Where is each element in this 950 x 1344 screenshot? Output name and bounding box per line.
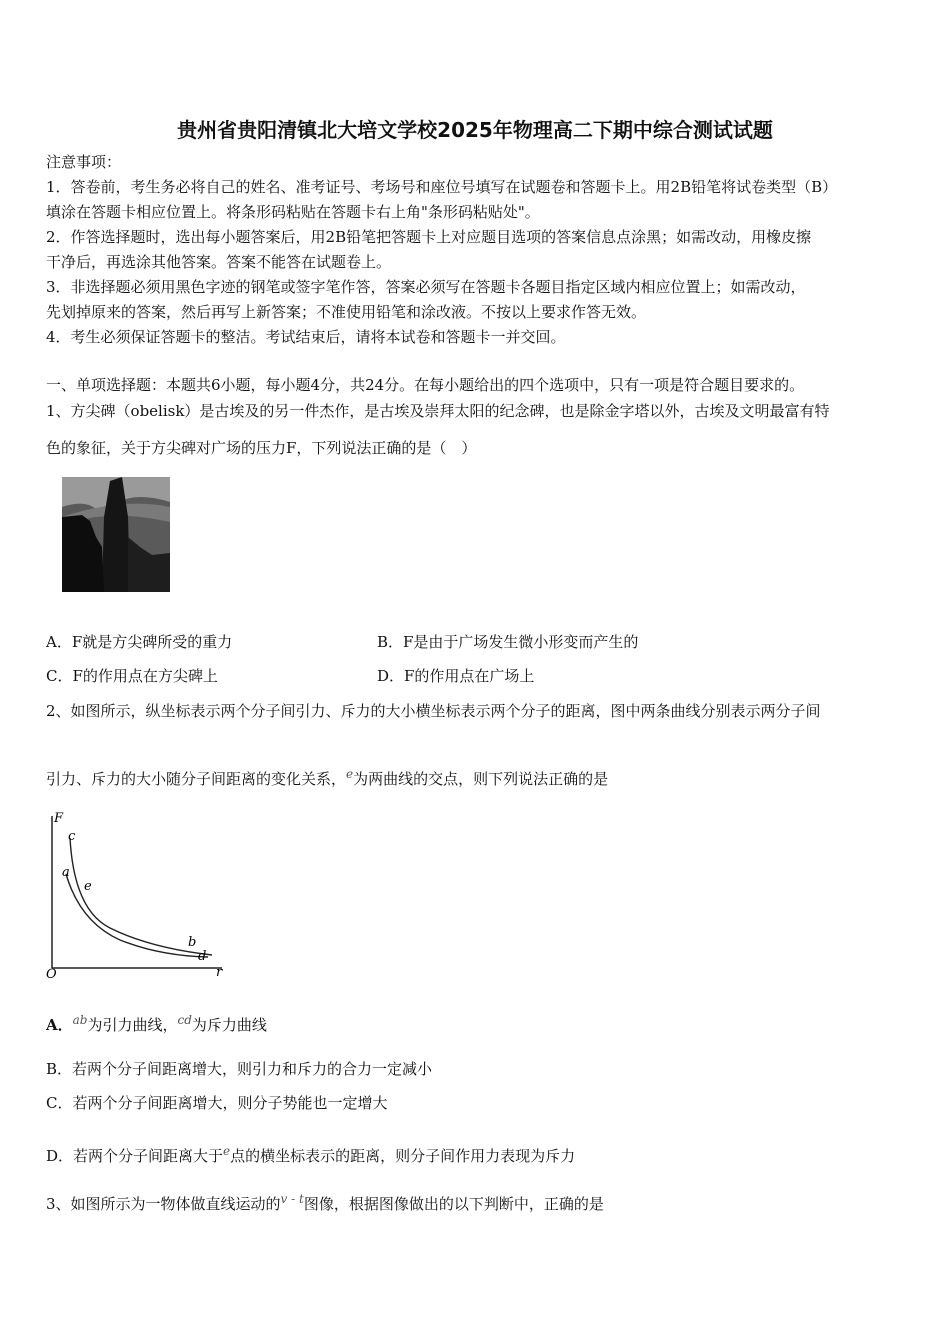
notice-line: 填涂在答题卡相应位置上。将条形码粘贴在答题卡右上角"条形码粘贴处"。 [46,203,540,221]
question-2-line-1: 2、如图所示，纵坐标表示两个分子间引力、斥力的大小横坐标表示两个分子的距离，图中两条曲线分别表示两分子间 [46,702,821,720]
curve-label-a: a [62,865,70,880]
notice-line: 4．考生必须保证答题卡的整洁。考试结束后，请将本试卷和答题卡一并交回。 [46,328,566,346]
origin-label: O [46,967,57,980]
notice-line: 1．答卷前，考生务必将自己的姓名、准考证号、考场号和座位号填写在试题卷和答题卡上。用2B铅笔将试卷类型（B） [46,178,838,196]
question-1-line-1: 1、方尖碑（obelisk）是古埃及的另一件杰作，是古埃及崇拜太阳的纪念碑，也是除金字塔以外，古埃及文明最富有特 [46,402,830,420]
axis-label-f: F [54,811,64,826]
notice-line: 3．非选择题必须用黑色字迹的钢笔或签字笔作答，答案必须写在答题卡各题目指定区域内相应位置上；如需改动， [46,278,806,296]
intersection-label-e: e [84,879,92,894]
section-heading: 一、单项选择题：本题共6小题，每小题4分，共24分。在每小题给出的四个选项中，只有一项是符合题目要求的。 [46,376,805,394]
question-1-line-2: 色的象征，关于方尖碑对广场的压力F，下列说法正确的是（ ） [46,439,477,457]
curve-label-b: b [188,935,197,950]
question-2-option-c: C．若两个分子间距离增大，则分子势能也一定增大 [46,1094,388,1112]
question-1-option-b: B．F是由于广场发生微小形变而产生的 [377,633,639,651]
notice-line: 先划掉原来的答案，然后再写上新答案；不准使用铅笔和涂改液。不按以上要求作答无效。 [46,303,647,321]
notice-line: 干净后，再选涂其他答案。答案不能答在试题卷上。 [46,253,392,271]
notice-line: 2．作答选择题时，选出每小题答案后，用2B铅笔把答题卡上对应题目选项的答案信息点涂黑；如需改动，用橡皮擦 [46,228,812,246]
axis-label-r: r [216,965,223,980]
question-1-option-a: A．F就是方尖碑所受的重力 [46,633,233,651]
question-2-line-2: 引力、斥力的大小随分子间距离的变化关系，$^e$为两曲线的交点，则下列说法正确的是 [46,767,609,788]
question-2-option-d: D．若两个分子间距离大于$^e$点的横坐标表示的距离，则分子间作用力表现为斥力 [46,1144,576,1165]
curve-label-d: d [198,949,207,964]
obelisk-photo [62,477,170,592]
page-title: 贵州省贵阳清镇北大培文学校2025年物理高二下期中综合测试试题 [177,118,773,142]
question-2-option-a: A．$^{ab}$为引力曲线，$^{cd}$为斥力曲线 [46,1013,267,1034]
question-1-option-c: C．F的作用点在方尖碑上 [46,667,218,685]
point-e-symbol: e [346,767,354,781]
question-3-line: 3、如图所示为一物体做直线运动的$^{v - t}$图像，根据图像做出的以下判断中，正确的是 [46,1192,604,1213]
question-1-option-d: D．F的作用点在广场上 [377,667,535,685]
curve-label-c: c [68,829,76,844]
notice-heading: 注意事项： [46,153,122,171]
force-distance-graph [40,810,230,980]
question-2-option-b: B．若两个分子间距离增大，则引力和斥力的合力一定减小 [46,1060,433,1078]
